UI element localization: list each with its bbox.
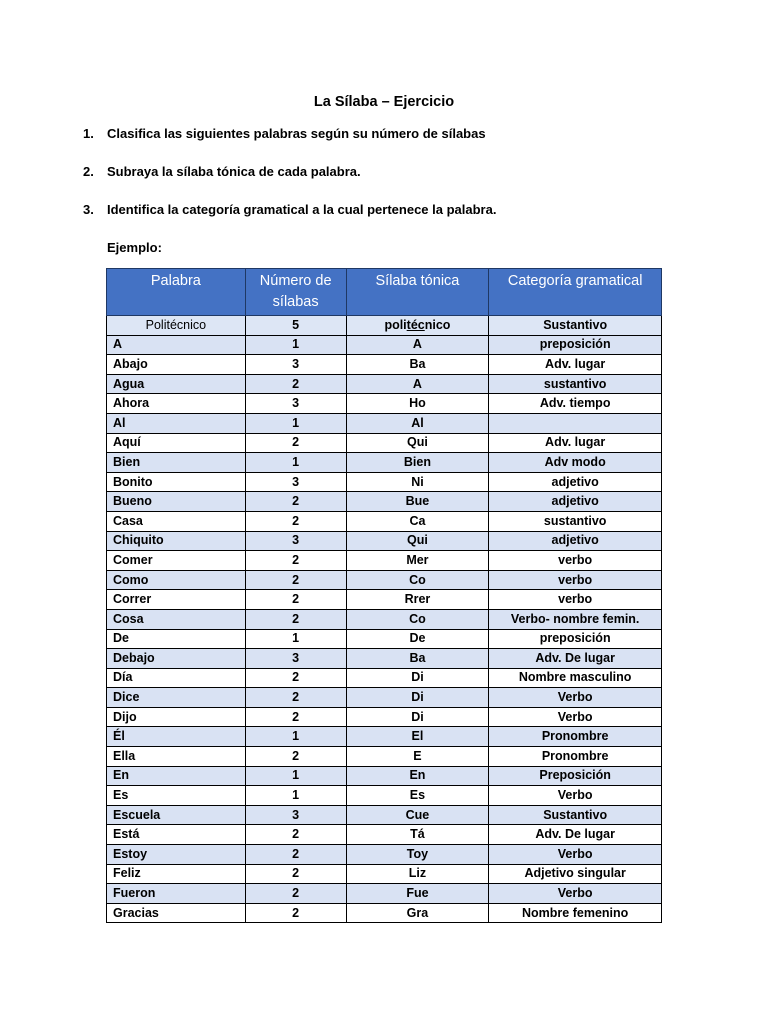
cell-numero: 2 bbox=[245, 433, 346, 453]
instruction-text: Identifica la categoría gramatical a la cual pertenece la palabra. bbox=[107, 202, 497, 217]
cell-palabra: Bueno bbox=[107, 492, 246, 512]
cell-silaba: A bbox=[346, 335, 489, 355]
table-row bbox=[107, 355, 662, 375]
table-row bbox=[107, 629, 662, 649]
example-row bbox=[107, 316, 662, 336]
cell-numero: 3 bbox=[245, 531, 346, 551]
cell-categoria: Verbo bbox=[489, 884, 662, 904]
cell-silaba: Bien bbox=[346, 453, 489, 473]
cell-categoria: Adv. lugar bbox=[489, 433, 662, 453]
table-row bbox=[107, 884, 662, 904]
table-row bbox=[107, 374, 662, 394]
cell-numero: 2 bbox=[245, 570, 346, 590]
cell-categoria: sustantivo bbox=[489, 374, 662, 394]
cell-silaba: Toy bbox=[346, 845, 489, 865]
cell-numero: 3 bbox=[245, 394, 346, 414]
cell-numero: 1 bbox=[245, 629, 346, 649]
instruction-3 bbox=[83, 202, 496, 217]
cell-categoria: preposición bbox=[489, 629, 662, 649]
cell-numero: 1 bbox=[245, 335, 346, 355]
table-row bbox=[107, 433, 662, 453]
cell-categoria: Adv modo bbox=[489, 453, 662, 473]
page-title: La Sílaba – Ejercicio bbox=[313, 94, 455, 110]
table-row bbox=[107, 511, 662, 531]
cell-categoria: Adv. tiempo bbox=[489, 394, 662, 414]
cell-palabra: Al bbox=[107, 413, 246, 433]
table-row bbox=[107, 649, 662, 669]
cell-palabra: Escuela bbox=[107, 805, 246, 825]
cell-silaba: Di bbox=[346, 707, 489, 727]
cell-silaba: Co bbox=[346, 609, 489, 629]
instruction-text: Clasifica las siguientes palabras según su número de sílabas bbox=[107, 126, 486, 141]
cell-numero: 1 bbox=[245, 413, 346, 433]
instruction-number: 3. bbox=[83, 202, 94, 217]
cell-numero: 1 bbox=[245, 727, 346, 747]
cell-silaba: Al bbox=[346, 413, 489, 433]
header-numero-silabas: Número de sílabas bbox=[245, 269, 346, 316]
cell-categoria: adjetivo bbox=[489, 492, 662, 512]
cell-palabra: A bbox=[107, 335, 246, 355]
cell-silaba: En bbox=[346, 766, 489, 786]
cell-categoria: Preposición bbox=[489, 766, 662, 786]
cell-palabra: Correr bbox=[107, 590, 246, 610]
instruction-1 bbox=[83, 126, 486, 141]
cell-numero: 2 bbox=[245, 590, 346, 610]
cell-silaba: El bbox=[346, 727, 489, 747]
table-row bbox=[107, 492, 662, 512]
cell-numero: 2 bbox=[245, 903, 346, 923]
cell-silaba: Co bbox=[346, 570, 489, 590]
cell-categoria: Sustantivo bbox=[489, 316, 662, 336]
cell-palabra: Es bbox=[107, 786, 246, 806]
cell-numero: 2 bbox=[245, 688, 346, 708]
instruction-2 bbox=[83, 164, 361, 179]
table-row bbox=[107, 590, 662, 610]
cell-numero: 5 bbox=[245, 316, 346, 336]
silaba-pre: poli bbox=[384, 317, 407, 332]
silaba-underlined: téc bbox=[406, 317, 425, 332]
cell-silaba: Ca bbox=[346, 511, 489, 531]
cell-palabra: Estoy bbox=[107, 845, 246, 865]
cell-numero: 2 bbox=[245, 825, 346, 845]
cell-categoria: Adv. De lugar bbox=[489, 649, 662, 669]
cell-palabra: Dice bbox=[107, 688, 246, 708]
instruction-text: Subraya la sílaba tónica de cada palabra. bbox=[107, 164, 361, 179]
cell-palabra: Aquí bbox=[107, 433, 246, 453]
syllable-table bbox=[106, 268, 662, 923]
example-label: Ejemplo: bbox=[107, 240, 162, 255]
cell-silaba: E bbox=[346, 747, 489, 767]
table-row bbox=[107, 903, 662, 923]
cell-categoria: Pronombre bbox=[489, 747, 662, 767]
cell-silaba: De bbox=[346, 629, 489, 649]
cell-palabra: Gracias bbox=[107, 903, 246, 923]
cell-silaba: Ni bbox=[346, 472, 489, 492]
cell-silaba: Ba bbox=[346, 649, 489, 669]
cell-palabra: Fueron bbox=[107, 884, 246, 904]
cell-numero: 1 bbox=[245, 766, 346, 786]
table-row bbox=[107, 413, 662, 433]
cell-palabra: Politécnico bbox=[107, 316, 246, 336]
cell-palabra: Como bbox=[107, 570, 246, 590]
cell-categoria: Nombre masculino bbox=[489, 668, 662, 688]
cell-silaba: Qui bbox=[346, 531, 489, 551]
cell-numero: 2 bbox=[245, 609, 346, 629]
cell-numero: 2 bbox=[245, 747, 346, 767]
cell-palabra: Abajo bbox=[107, 355, 246, 375]
table-row bbox=[107, 825, 662, 845]
cell-silaba: Fue bbox=[346, 884, 489, 904]
cell-silaba: Qui bbox=[346, 433, 489, 453]
table-row bbox=[107, 766, 662, 786]
table-row bbox=[107, 747, 662, 767]
cell-palabra: Ahora bbox=[107, 394, 246, 414]
cell-silaba: A bbox=[346, 374, 489, 394]
cell-palabra: Dijo bbox=[107, 707, 246, 727]
cell-categoria: Verbo bbox=[489, 707, 662, 727]
cell-silaba: Cue bbox=[346, 805, 489, 825]
table-row bbox=[107, 668, 662, 688]
cell-silaba: Es bbox=[346, 786, 489, 806]
table-row bbox=[107, 864, 662, 884]
cell-palabra: Él bbox=[107, 727, 246, 747]
instruction-number: 1. bbox=[83, 126, 94, 141]
cell-numero: 2 bbox=[245, 845, 346, 865]
cell-categoria: verbo bbox=[489, 551, 662, 571]
table-row bbox=[107, 472, 662, 492]
header-palabra: Palabra bbox=[107, 269, 246, 316]
cell-silaba: Di bbox=[346, 688, 489, 708]
cell-palabra: Chiquito bbox=[107, 531, 246, 551]
instruction-number: 2. bbox=[83, 164, 94, 179]
cell-categoria: adjetivo bbox=[489, 531, 662, 551]
cell-silaba: Ba bbox=[346, 355, 489, 375]
cell-silaba: Di bbox=[346, 668, 489, 688]
cell-numero: 1 bbox=[245, 786, 346, 806]
table-row bbox=[107, 845, 662, 865]
cell-categoria: preposición bbox=[489, 335, 662, 355]
cell-categoria: Sustantivo bbox=[489, 805, 662, 825]
table-row bbox=[107, 531, 662, 551]
cell-categoria: verbo bbox=[489, 570, 662, 590]
cell-categoria: Pronombre bbox=[489, 727, 662, 747]
cell-silaba: Liz bbox=[346, 864, 489, 884]
table-row bbox=[107, 786, 662, 806]
cell-categoria: Adjetivo singular bbox=[489, 864, 662, 884]
cell-silaba: Tá bbox=[346, 825, 489, 845]
cell-numero: 3 bbox=[245, 805, 346, 825]
table-row bbox=[107, 570, 662, 590]
cell-numero: 1 bbox=[245, 453, 346, 473]
cell-categoria: Verbo bbox=[489, 688, 662, 708]
cell-categoria: Verbo- nombre femin. bbox=[489, 609, 662, 629]
table-row bbox=[107, 335, 662, 355]
table-row bbox=[107, 551, 662, 571]
cell-palabra: Bonito bbox=[107, 472, 246, 492]
cell-palabra: De bbox=[107, 629, 246, 649]
cell-categoria: Verbo bbox=[489, 786, 662, 806]
cell-numero: 2 bbox=[245, 492, 346, 512]
cell-palabra: Feliz bbox=[107, 864, 246, 884]
cell-palabra: Agua bbox=[107, 374, 246, 394]
table-row bbox=[107, 453, 662, 473]
cell-categoria: adjetivo bbox=[489, 472, 662, 492]
cell-numero: 2 bbox=[245, 511, 346, 531]
table-header-row bbox=[107, 269, 662, 316]
cell-categoria: verbo bbox=[489, 590, 662, 610]
table-row bbox=[107, 707, 662, 727]
table-row bbox=[107, 394, 662, 414]
table-row bbox=[107, 609, 662, 629]
cell-numero: 2 bbox=[245, 864, 346, 884]
cell-palabra: Día bbox=[107, 668, 246, 688]
cell-silaba: Mer bbox=[346, 551, 489, 571]
table-row bbox=[107, 805, 662, 825]
table-row bbox=[107, 727, 662, 747]
cell-palabra: Debajo bbox=[107, 649, 246, 669]
cell-palabra: En bbox=[107, 766, 246, 786]
cell-numero: 3 bbox=[245, 649, 346, 669]
cell-categoria: Nombre femenino bbox=[489, 903, 662, 923]
cell-numero: 3 bbox=[245, 355, 346, 375]
cell-palabra: Casa bbox=[107, 511, 246, 531]
cell-silaba bbox=[346, 316, 489, 336]
cell-numero: 2 bbox=[245, 551, 346, 571]
cell-numero: 2 bbox=[245, 884, 346, 904]
header-silaba-tonica: Sílaba tónica bbox=[346, 269, 489, 316]
cell-categoria: Adv. De lugar bbox=[489, 825, 662, 845]
cell-silaba: Bue bbox=[346, 492, 489, 512]
cell-categoria bbox=[489, 413, 662, 433]
silaba-post: nico bbox=[424, 317, 451, 332]
cell-numero: 2 bbox=[245, 668, 346, 688]
cell-categoria: sustantivo bbox=[489, 511, 662, 531]
cell-palabra: Cosa bbox=[107, 609, 246, 629]
cell-palabra: Bien bbox=[107, 453, 246, 473]
cell-silaba: Ho bbox=[346, 394, 489, 414]
cell-numero: 2 bbox=[245, 707, 346, 727]
cell-palabra: Comer bbox=[107, 551, 246, 571]
cell-silaba: Rrer bbox=[346, 590, 489, 610]
cell-categoria: Adv. lugar bbox=[489, 355, 662, 375]
cell-silaba: Gra bbox=[346, 903, 489, 923]
cell-numero: 2 bbox=[245, 374, 346, 394]
cell-numero: 3 bbox=[245, 472, 346, 492]
table-row bbox=[107, 688, 662, 708]
header-categoria: Categoría gramatical bbox=[489, 269, 662, 316]
cell-palabra: Ella bbox=[107, 747, 246, 767]
cell-categoria: Verbo bbox=[489, 845, 662, 865]
cell-palabra: Está bbox=[107, 825, 246, 845]
